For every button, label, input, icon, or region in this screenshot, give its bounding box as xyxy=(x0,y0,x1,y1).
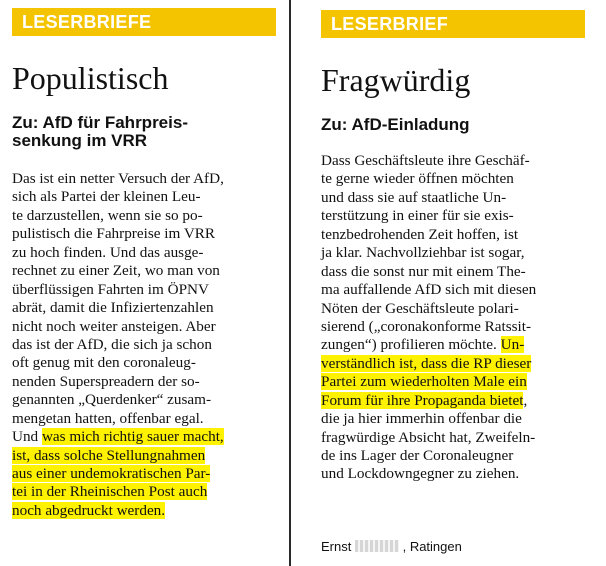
body-text-segment: das ist der AfD, die sich ja schon xyxy=(12,335,212,353)
body-text-segment: und dass sie auf staatliche Un- xyxy=(321,188,507,206)
body-line xyxy=(12,373,282,391)
body-text-segment: fragwürdige Absicht hat, Zweifeln- xyxy=(321,428,536,446)
body-text-segment: und Lockdowngegner zu ziehen. xyxy=(321,465,520,483)
body-text-segment: überflüssigen Fahrten im ÖPNV xyxy=(12,280,209,298)
body-line xyxy=(321,189,595,207)
body-text-segment: ja klar. Nachvollziehbar ist sogar, xyxy=(321,244,525,262)
body-text-segment: Und xyxy=(12,428,42,446)
subheadline xyxy=(12,113,280,150)
body-line xyxy=(12,428,282,446)
body-line xyxy=(12,410,282,428)
headline: Fragwürdig xyxy=(321,62,471,98)
body-line xyxy=(321,447,595,465)
body-text-segment: Dass Geschäftsleute ihre Geschäf- xyxy=(321,152,530,169)
body-text-segment: zungen“) profilieren möchte. xyxy=(321,336,501,354)
body-line xyxy=(12,225,282,243)
body-line xyxy=(321,207,595,225)
signature-place: , Ratingen xyxy=(402,539,462,554)
body-line xyxy=(321,392,595,410)
body-line xyxy=(321,373,595,391)
body-line xyxy=(12,188,282,206)
body-line xyxy=(321,429,595,447)
body-line xyxy=(321,355,595,373)
body-text-segment: ma auffallende AfD sich mit diesen xyxy=(321,281,537,299)
body-line xyxy=(321,336,595,354)
body-text-segment: zu hoch finden. Und das ausge- xyxy=(12,243,204,261)
body-text-segment: te darzustellen, wenn sie so po- xyxy=(12,206,203,224)
body-line xyxy=(12,447,282,465)
rubric-label: LESERBRIEFE xyxy=(12,8,276,36)
subhead-line: Zu: AfD für Fahrpreis- xyxy=(12,113,188,132)
body-line xyxy=(12,299,282,317)
subhead-line: senkung im VRR xyxy=(12,131,148,151)
body-line xyxy=(321,226,595,244)
body-line xyxy=(12,262,282,280)
signature xyxy=(321,539,462,554)
body-text-segment: abrät, damit die Infiziertenzahlen xyxy=(12,299,214,317)
body-line xyxy=(12,354,282,372)
body-line xyxy=(321,244,595,262)
signature-first-name: Ernst xyxy=(321,539,352,554)
body-text-segment: tenzbedrohenden Zeit hoffen, ist xyxy=(321,225,519,243)
body-text-segment: genannten „Querdenker“ zusam- xyxy=(12,391,212,409)
column-divider xyxy=(289,0,291,566)
body-line xyxy=(12,391,282,409)
headline: Populistisch xyxy=(12,60,169,96)
highlighted-text: aus einer undemokratischen Par- xyxy=(12,465,211,482)
body-text-segment: Nöten der Geschäftsleute polari- xyxy=(321,299,519,317)
body-line xyxy=(12,170,282,188)
body-text-segment: sich als Partei der kleinen Leu- xyxy=(12,188,201,206)
body-line xyxy=(321,152,595,170)
rubric-label: LESERBRIEF xyxy=(321,10,585,38)
body-line xyxy=(12,336,282,354)
body-line xyxy=(321,465,595,483)
redacted-surname xyxy=(355,540,399,552)
highlighted-text: tei in der Rheinischen Post auch xyxy=(12,483,208,501)
body-line xyxy=(321,300,595,318)
body-text-segment: rechnet zu einer Zeit, wo man von xyxy=(12,262,220,280)
body-line xyxy=(12,244,282,262)
body-text-segment: nicht noch weiter ansteigen. Aber xyxy=(12,317,216,335)
body-text-segment: terstützung in einer für sie exis- xyxy=(321,207,514,225)
body-line xyxy=(12,483,282,501)
highlighted-text: noch abgedruckt werden. xyxy=(12,501,166,519)
subheadline xyxy=(321,115,593,133)
body-text-segment: te gerne wieder öffnen möchten xyxy=(321,170,514,188)
body-text-segment: sierend („coronakonforme Ratssit- xyxy=(321,317,532,335)
highlighted-text: Partei zum wiederholten Male ein xyxy=(321,373,527,391)
body-text-segment: , xyxy=(523,391,528,409)
body-line xyxy=(321,263,595,281)
highlighted-text: verständlich ist, dass die RP dieser xyxy=(321,354,532,372)
body-line xyxy=(321,281,595,299)
body-text-segment: mengetan hatten, offenbar egal. xyxy=(12,409,204,427)
body-line xyxy=(321,170,595,188)
highlighted-text: ist, dass solche Stellungnahmen xyxy=(12,446,206,464)
letter-body xyxy=(321,152,595,484)
body-text-segment: dass die sonst nur mit einem The- xyxy=(321,262,526,280)
highlighted-text: Un- xyxy=(500,336,525,354)
body-line xyxy=(12,281,282,299)
body-line xyxy=(12,465,282,483)
body-text-segment: die ja hier immerhin offenbar die xyxy=(321,410,522,428)
body-line xyxy=(12,502,282,520)
highlighted-text: was mich richtig sauer macht, xyxy=(41,428,224,446)
letter-body xyxy=(12,170,282,520)
subhead-line: Zu: AfD-Einladung xyxy=(321,115,470,134)
body-line xyxy=(321,410,595,428)
highlighted-text: Forum für ihre Propaganda bietet xyxy=(321,391,524,409)
body-text-segment: nenden Superspreadern der so- xyxy=(12,372,200,390)
body-line xyxy=(321,318,595,336)
body-text-segment: pulistisch die Fahrpreise im VRR xyxy=(12,225,216,243)
body-text-segment: oft genug mit den coronaleug- xyxy=(12,354,196,372)
body-text-segment: Das ist ein netter Versuch der AfD, xyxy=(12,170,224,187)
body-line xyxy=(12,207,282,225)
body-line xyxy=(12,318,282,336)
body-text-segment: de ins Lager der Coronaleugner xyxy=(321,447,514,464)
